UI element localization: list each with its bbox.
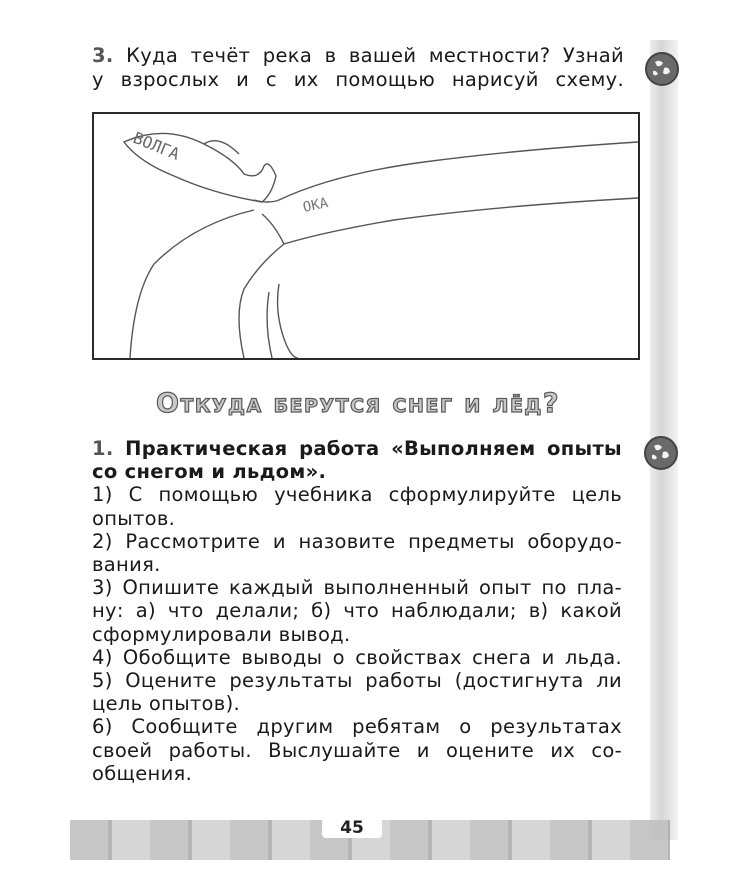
list-item-line: вания. — [92, 553, 161, 577]
globe-icon — [645, 52, 679, 86]
list-item-line: 1) С помощью учебника сформулируйте цель — [92, 483, 622, 507]
list-item — [92, 530, 622, 576]
task-3-text-1: Куда течёт река в вашей местности? Узнай — [126, 44, 624, 67]
list-item — [92, 646, 622, 669]
list-item — [92, 483, 622, 529]
list-item-line: 3) Опишите каждый выполненный опыт по пла- — [92, 576, 622, 600]
task-3-line-1 — [92, 44, 624, 68]
task-1-title-line-1 — [92, 437, 622, 460]
task-1 — [92, 437, 622, 785]
list-item-line: цель опытов). — [92, 692, 240, 716]
river-label-1: ВОЛГА — [130, 128, 183, 164]
list-item-line: 2) Рассмотрите и назовите предметы оборудо- — [92, 529, 622, 553]
list-item-line: 6) Сообщите другим ребятам о результатах — [92, 715, 622, 739]
task-3-number: 3. — [92, 44, 114, 67]
list-item-line: опытов. — [92, 506, 176, 530]
task-1-number: 1. — [92, 437, 114, 460]
page-number: 45 — [322, 818, 382, 838]
list-item-line: сформулировали вывод. — [92, 622, 351, 646]
task-1-title-text-1: Практическая работа «Выполняем опыты — [125, 437, 622, 460]
list-item — [92, 669, 622, 715]
list-item-line: 4) Обобщите выводы о свойствах снега и льда. — [92, 645, 622, 669]
globe-icon — [644, 436, 678, 470]
list-item-line: ну: а) что делали; б) что наблюдали; в) какой — [92, 599, 622, 623]
task-3-text-2: у взрослых и с их помощью нарисуй схему. — [92, 68, 624, 91]
river-scheme-drawing — [92, 112, 640, 360]
list-item — [92, 576, 622, 646]
list-item-line: 5) Оцените результаты работы (достигнута ли — [92, 669, 622, 693]
river-label-2: ОКА — [301, 195, 330, 216]
list-item — [92, 715, 622, 785]
list-item-line: своей работы. Выслушайте и оцените их со- — [92, 738, 622, 762]
task-1-title-line-2: со снегом и льдом». — [92, 460, 327, 484]
list-item-line: общения. — [92, 761, 193, 785]
section-heading: Откуда берутся снег и лёд? — [155, 388, 561, 419]
task-3 — [92, 44, 624, 92]
